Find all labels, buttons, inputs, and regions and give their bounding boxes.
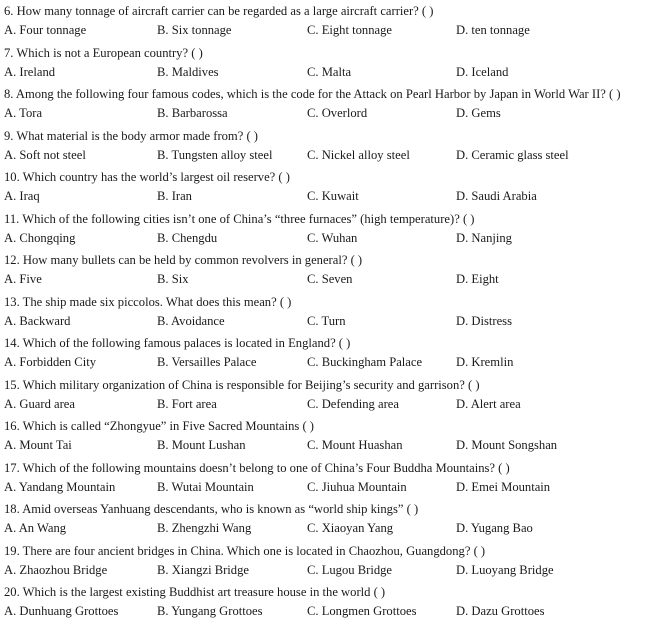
question-text: 11. Which of the following cities isn’t one of China’s “three furnaces” (high temperature)? ( ): [4, 211, 475, 226]
option-a: A. Four tonnage: [4, 23, 87, 37]
option-c: C. Malta: [307, 64, 352, 79]
option-a: A. Five: [4, 272, 42, 286]
answer-options: [4, 21, 648, 40]
option-d: D. Nanjing: [456, 230, 512, 245]
question-text: 15. Which military organization of China is responsible for Beijing’s security and garrison? ( ): [4, 377, 480, 392]
question-text: 8. Among the following four famous codes, which is the code for the Attack on Pearl Harbor by Japan in World War II? ( ): [4, 87, 621, 101]
question-text: 18. Amid overseas Yanhuang descendants, who is known as “world ship kings” ( ): [4, 502, 419, 516]
option-b: B. Wutai Mountain: [157, 479, 254, 494]
option-a: A. Ireland: [4, 64, 56, 79]
answer-options: [4, 63, 648, 82]
question-text: 9. What material is the body armor made from? ( ): [4, 128, 259, 143]
option-a: A. An Wang: [4, 521, 67, 535]
question-text: 10. Which country has the world’s largest oil reserve? ( ): [4, 170, 290, 184]
option-d: D. Kremlin: [456, 355, 514, 369]
question-block: [4, 581, 648, 623]
answer-options: [4, 229, 648, 248]
question-block: [4, 42, 648, 84]
option-b: B. Chengdu: [157, 230, 218, 245]
option-d: D. Mount Songshan: [456, 438, 558, 452]
option-b: B. Six: [157, 272, 189, 286]
question-text: 19. There are four ancient bridges in China. Which one is located in Chaozhou, Guangdong? ( ): [4, 543, 486, 558]
question-block: [4, 457, 648, 499]
question-block: [4, 291, 648, 333]
question-block: [4, 166, 648, 208]
option-d: D. Yugang Bao: [456, 521, 533, 535]
option-c: C. Jiuhua Mountain: [307, 479, 407, 494]
option-b: B. Fort area: [157, 396, 217, 411]
option-d: D. Iceland: [456, 64, 509, 79]
question-text: 7. Which is not a European country? ( ): [4, 45, 203, 60]
question-block: [4, 0, 648, 42]
option-a: A. Chongqing: [4, 230, 76, 245]
option-d: D. ten tonnage: [456, 23, 530, 37]
answer-options: [4, 436, 648, 455]
answer-options: [4, 395, 648, 414]
option-d: D. Luoyang Bridge: [456, 562, 554, 577]
answer-options: [4, 146, 648, 165]
question-text: 20. Which is the largest existing Buddhist art treasure house in the world ( ): [4, 585, 386, 599]
question-block: [4, 540, 648, 582]
option-c: C. Eight tonnage: [307, 23, 392, 37]
option-c: C. Buckingham Palace: [307, 355, 423, 369]
option-c: C. Longmen Grottoes: [307, 604, 417, 618]
option-a: A. Backward: [4, 313, 71, 328]
option-d: D. Gems: [456, 106, 501, 120]
question-text: 17. Which of the following mountains doesn’t belong to one of China’s Four Buddha Mountains? ( ): [4, 460, 510, 475]
option-c: C. Turn: [307, 313, 346, 328]
option-a: A. Tora: [4, 106, 43, 120]
question-text: 12. How many bullets can be held by common revolvers in general? ( ): [4, 253, 363, 267]
option-b: B. Avoidance: [157, 313, 225, 328]
option-b: B. Six tonnage: [157, 23, 232, 37]
question-block: [4, 125, 648, 167]
answer-options: [4, 519, 648, 538]
option-b: B. Xiangzi Bridge: [157, 562, 249, 577]
option-d: D. Dazu Grottoes: [456, 604, 545, 618]
option-b: B. Mount Lushan: [157, 438, 246, 452]
option-c: C. Wuhan: [307, 230, 358, 245]
option-d: D. Saudi Arabia: [456, 189, 537, 203]
question-block: [4, 208, 648, 250]
question-block: [4, 83, 648, 125]
option-c: C. Nickel alloy steel: [307, 147, 410, 162]
answer-options: [4, 561, 648, 580]
option-b: B. Barbarossa: [157, 106, 228, 120]
answer-options: [4, 312, 648, 331]
answer-options: [4, 187, 648, 206]
answer-options: [4, 353, 648, 372]
option-c: C. Overlord: [307, 106, 368, 120]
option-b: B. Tungsten alloy steel: [157, 147, 273, 162]
option-c: C. Seven: [307, 272, 353, 286]
option-b: B. Versailles Palace: [157, 355, 257, 369]
option-d: D. Eight: [456, 272, 499, 286]
option-a: A. Zhaozhou Bridge: [4, 562, 108, 577]
question-block: [4, 374, 648, 416]
answer-options: [4, 478, 648, 497]
option-b: B. Zhengzhi Wang: [157, 521, 252, 535]
question-text: 14. Which of the following famous palaces is located in England? ( ): [4, 336, 351, 350]
answer-options: [4, 104, 648, 123]
question-text: 13. The ship made six piccolos. What does this mean? ( ): [4, 294, 292, 309]
question-text: 16. Which is called “Zhongyue” in Five Sacred Mountains ( ): [4, 419, 314, 433]
option-a: A. Iraq: [4, 189, 40, 203]
answer-options: [4, 602, 648, 621]
quiz-document: [4, 0, 648, 623]
option-b: B. Iran: [157, 189, 192, 203]
option-c: C. Lugou Bridge: [307, 562, 393, 577]
option-c: C. Kuwait: [307, 189, 359, 203]
option-a: A. Dunhuang Grottoes: [4, 604, 119, 618]
answer-options: [4, 270, 648, 289]
option-c: C. Mount Huashan: [307, 438, 403, 452]
option-a: A. Guard area: [4, 396, 75, 411]
option-c: C. Xiaoyan Yang: [307, 521, 394, 535]
option-d: D. Alert area: [456, 396, 521, 411]
option-a: A. Yandang Mountain: [4, 479, 116, 494]
question-text: 6. How many tonnage of aircraft carrier can be regarded as a large aircraft carrier? ( ): [4, 4, 434, 18]
question-block: [4, 498, 648, 540]
option-d: D. Distress: [456, 313, 512, 328]
option-d: D. Ceramic glass steel: [456, 147, 569, 162]
option-a: A. Forbidden City: [4, 355, 97, 369]
option-c: C. Defending area: [307, 396, 399, 411]
option-b: B. Maldives: [157, 64, 219, 79]
option-a: A. Mount Tai: [4, 438, 72, 452]
option-a: A. Soft not steel: [4, 147, 86, 162]
option-b: B. Yungang Grottoes: [157, 604, 263, 618]
question-block: [4, 332, 648, 374]
question-block: [4, 415, 648, 457]
question-block: [4, 249, 648, 291]
option-d: D. Emei Mountain: [456, 479, 551, 494]
